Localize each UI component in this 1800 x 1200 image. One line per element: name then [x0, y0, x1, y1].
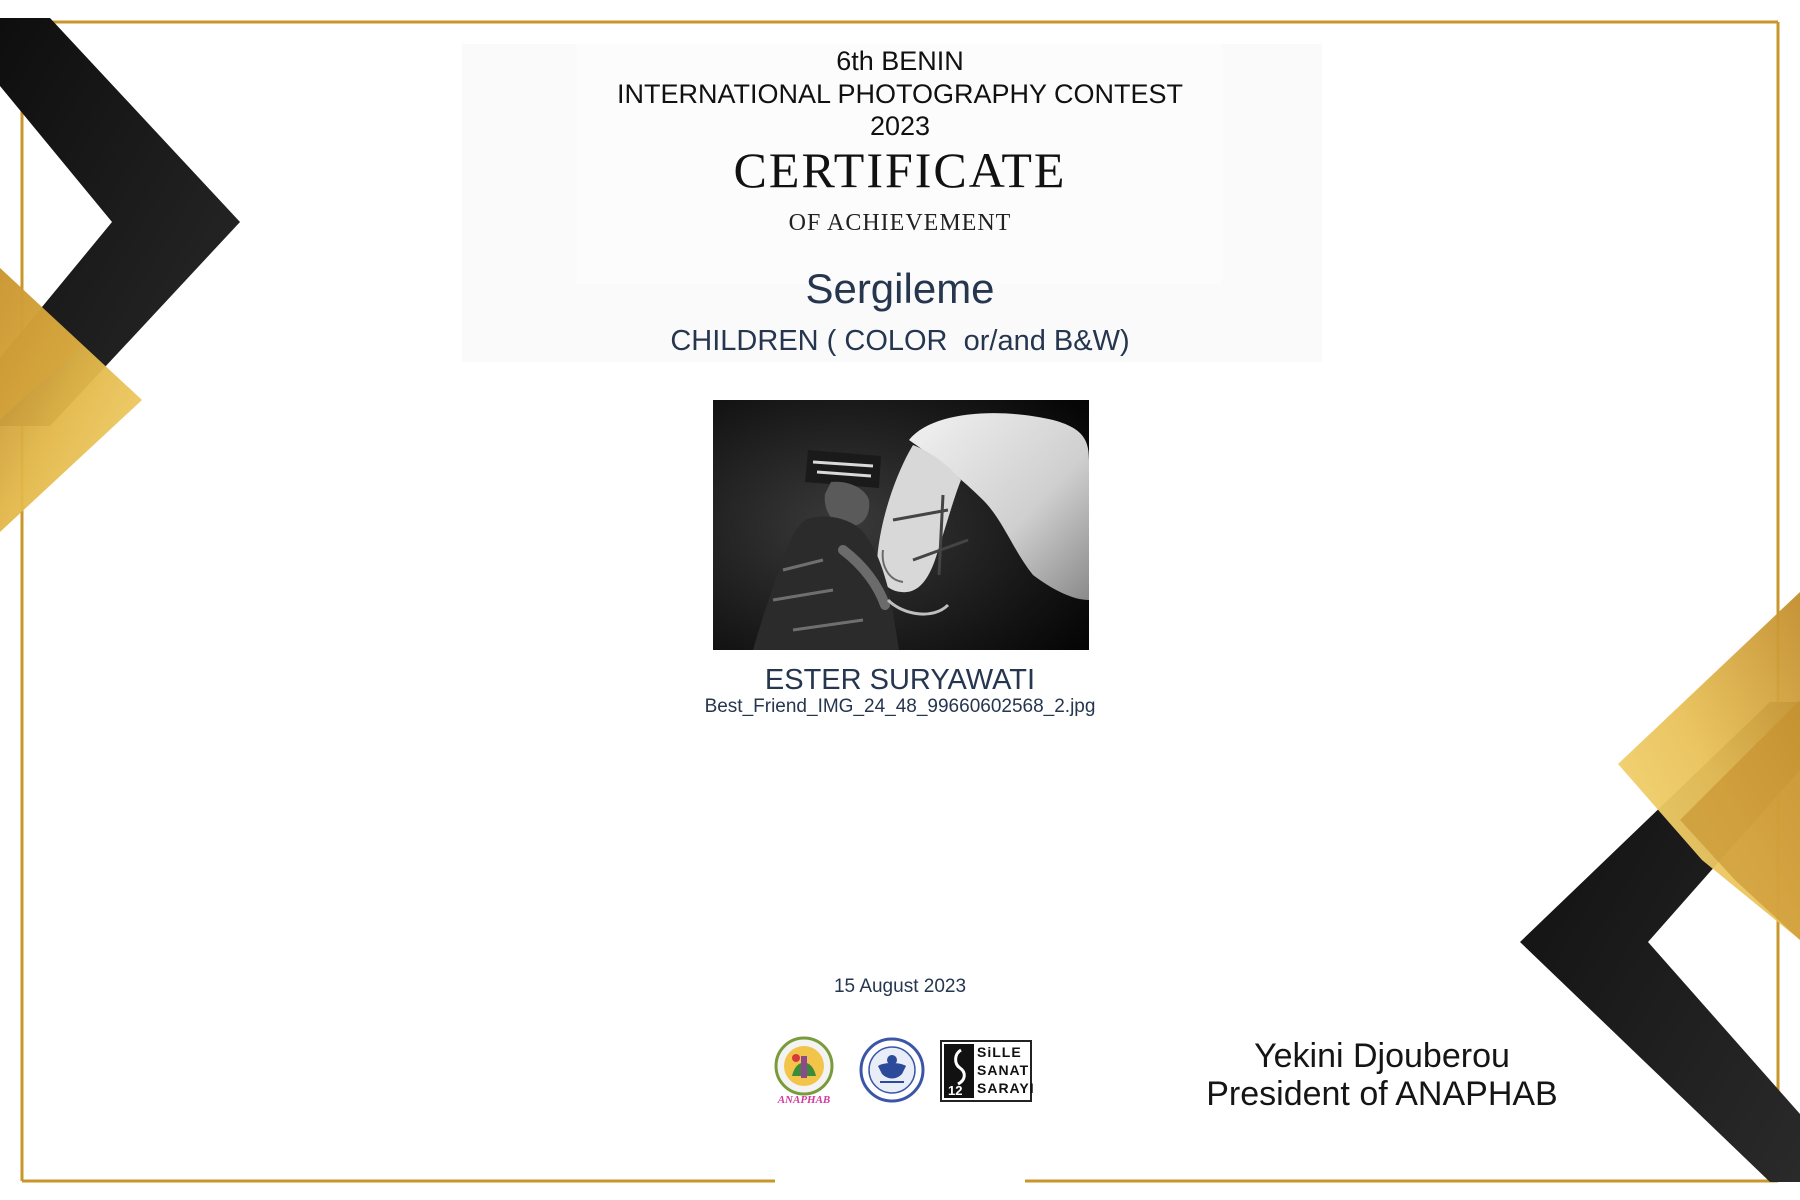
- contest-edition: 6th BENIN: [836, 46, 964, 76]
- certificate-subtitle: OF ACHIEVEMENT: [788, 210, 1012, 236]
- anaphab-logo: [766, 1036, 842, 1106]
- sille-sanat-sarayi-logo: [940, 1040, 1035, 1102]
- contest-year: 2023: [869, 111, 931, 141]
- certificate-date: 15 August 2023: [833, 976, 967, 997]
- sille-logo-line-1: SiLLE: [977, 1044, 1022, 1060]
- certificate-title: CERTIFICATE: [733, 142, 1067, 198]
- signatory-title: President of ANAPHAB: [1206, 1075, 1558, 1113]
- contest-name: INTERNATIONAL PHOTOGRAPHY CONTEST: [616, 79, 1184, 109]
- award-level: Sergileme: [805, 265, 995, 312]
- anaphab-logo-text: ANAPHAB: [777, 1094, 831, 1106]
- sille-logo-line-2: SANAT: [977, 1062, 1030, 1078]
- sille-logo-line-3: SARAYI: [977, 1080, 1035, 1096]
- award-category: CHILDREN ( COLOR or/and B&W): [670, 325, 1130, 357]
- sille-badge-number: 12: [948, 1083, 963, 1098]
- entry-author: ESTER SURYAWATI: [764, 664, 1036, 696]
- swan-icon: [944, 1044, 974, 1098]
- federation-seal-logo: [858, 1036, 926, 1104]
- winning-photo: [713, 400, 1089, 650]
- sille-mark-icon: [944, 1044, 974, 1098]
- signatory-name: Yekini Djouberou: [1254, 1037, 1510, 1075]
- entry-filename: Best_Friend_IMG_24_48_99660602568_2.jpg: [704, 696, 1096, 717]
